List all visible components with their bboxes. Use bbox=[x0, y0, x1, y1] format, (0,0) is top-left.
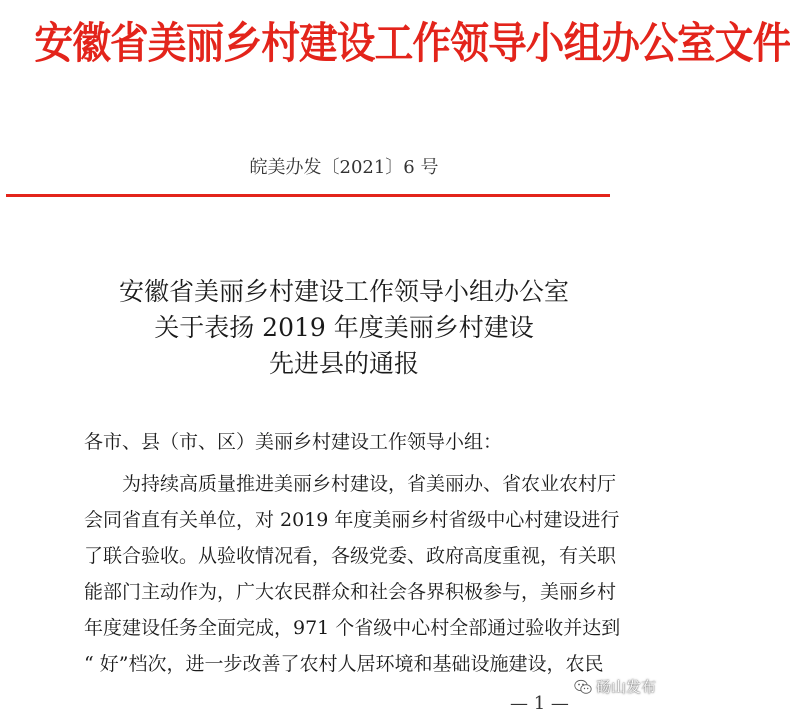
notice-title-line-1: 安徽省美丽乡村建设工作领导小组办公室 bbox=[118, 277, 569, 306]
body-line: 会同省直有关单位，对 2019 年度美丽乡村省级中心村建设进行 bbox=[84, 509, 620, 531]
notice-title-line-3: 先进县的通报 bbox=[268, 349, 419, 378]
salutation: 各市、县（市、区）美丽乡村建设工作领导小组： bbox=[84, 431, 503, 453]
body-line: 年度建设任务全面完成，971 个省级中心村全部通过验收并达到 bbox=[84, 617, 621, 639]
wechat-icon bbox=[574, 679, 592, 695]
body-line: 为持续高质量推进美丽乡村建设，省美丽办、省农业农村厅 bbox=[122, 473, 617, 495]
document-header-title: 安徽省美丽乡村建设工作领导小组办公室文件 bbox=[34, 19, 790, 69]
page-number: — 1 — bbox=[510, 693, 569, 714]
source-watermark bbox=[574, 676, 656, 697]
body-line: 能部门主动作为，广大农民群众和社会各界积极参与，美丽乡村 bbox=[84, 581, 617, 603]
body-line: “ 好”档次，进一步改善了农村人居环境和基础设施建设，农民 bbox=[84, 653, 604, 675]
red-divider-line bbox=[6, 194, 610, 197]
notice-title bbox=[0, 274, 688, 382]
document-number: 皖美办发〔2021〕6 号 bbox=[249, 157, 439, 178]
watermark-text: 砀山发布 bbox=[596, 678, 657, 696]
body-line: 了联合验收。从验收情况看，各级党委、政府高度重视，有关职 bbox=[84, 545, 617, 567]
notice-title-line-2: 关于表扬 2019 年度美丽乡村建设 bbox=[154, 313, 534, 342]
body-paragraph bbox=[84, 466, 624, 682]
